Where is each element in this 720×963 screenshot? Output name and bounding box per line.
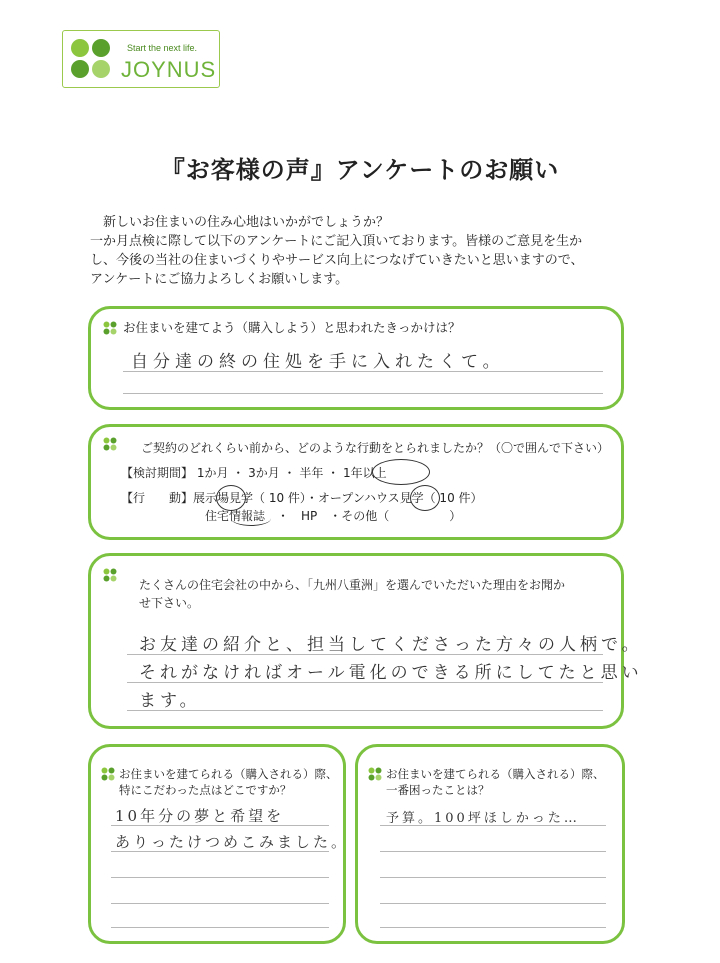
selected-circle-mark xyxy=(231,511,271,526)
clover-bullet-icon xyxy=(103,321,117,335)
clover-logo-icon xyxy=(69,37,113,81)
question-text: 一番困ったことは？ xyxy=(386,783,490,797)
logo-tagline: Start the next life. xyxy=(127,43,198,53)
intro-text xyxy=(90,213,650,289)
answer-line xyxy=(111,877,329,878)
clover-bullet-icon xyxy=(103,437,117,451)
question-text: お住まいを建てよう（購入しよう）と思われたきっかけは？ xyxy=(123,320,461,335)
selected-circle-mark xyxy=(372,459,430,485)
answer-line xyxy=(111,927,329,928)
question-text: お住まいを建てられる（購入される）際、 xyxy=(119,767,338,781)
question-text: たくさんの住宅会社の中から、「九州八重洲」を選んでいただいた理由をお聞か xyxy=(139,578,566,592)
logo-brand: JOYNUS xyxy=(121,57,217,82)
question-text: 特にこだわった点はどこですか？ xyxy=(119,783,292,797)
answer-line xyxy=(380,903,606,904)
answer-line xyxy=(111,851,329,852)
answer-line xyxy=(127,682,603,683)
clover-bullet-icon xyxy=(368,767,382,781)
question-box-2 xyxy=(88,424,624,540)
question-box-3 xyxy=(88,553,643,729)
question-box-5 xyxy=(355,744,625,944)
handwritten-answer: それがなければオール電化のできる所にしてたと思い xyxy=(139,663,643,683)
intro-line: アンケートにご協力よろしくお願いします。 xyxy=(90,272,349,287)
action-options: 【行 動】展示場見学（ 10 件）・オープンハウス見学（ 10 件） xyxy=(121,491,483,505)
clover-bullet-icon xyxy=(103,568,117,582)
question-box-1 xyxy=(88,306,624,410)
page-title: 『お客様の声』アンケートのお願い xyxy=(160,156,560,184)
joynus-logo xyxy=(62,30,220,88)
handwritten-answer: 自分達の終の住処を手に入れたくて。 xyxy=(131,352,505,372)
intro-line: 新しいお住まいの住み心地はいかがでしょうか？ xyxy=(90,215,390,230)
action-options-2: 住宅情報誌 ・ HP ・その他（ ） xyxy=(205,509,462,523)
answer-line xyxy=(123,393,603,394)
period-options: 【検討期間】 1か月 ・ 3か月 ・ 半年 ・ 1年以上 xyxy=(121,466,387,480)
answer-line xyxy=(127,710,603,711)
handwritten-answer: ありったけつめこみました。 xyxy=(115,833,350,851)
handwritten-answer: 10年分の夢と希望を xyxy=(115,807,285,825)
answer-line xyxy=(123,371,603,372)
handwritten-answer: お友達の紹介と、担当してくださった方々の人柄で。 xyxy=(139,635,643,655)
intro-line: 一か月点検に際して以下のアンケートにご記入頂いております。皆様のご意見を生か xyxy=(90,234,583,249)
handwritten-answer: 予算。100坪ほしかった… xyxy=(386,811,580,826)
answer-line xyxy=(380,927,606,928)
answer-line xyxy=(380,825,606,826)
question-box-4 xyxy=(88,744,350,944)
answer-line xyxy=(380,851,606,852)
intro-line: し、今後の当社の住まいづくりやサービス向上につなげていきたいと思いますので、 xyxy=(90,253,584,268)
question-text: せ下さい。 xyxy=(139,596,200,610)
question-text: お住まいを建てられる（購入される）際、 xyxy=(386,767,605,781)
answer-line xyxy=(380,877,606,878)
answer-line xyxy=(111,903,329,904)
handwritten-answer: ます。 xyxy=(139,691,201,711)
answer-line xyxy=(127,654,603,655)
clover-bullet-icon xyxy=(101,767,115,781)
question-text: ご契約のどれくらい前から、どのような行動をとられましたか？（〇で囲んで下さい） xyxy=(141,441,610,455)
answer-line xyxy=(111,825,329,826)
